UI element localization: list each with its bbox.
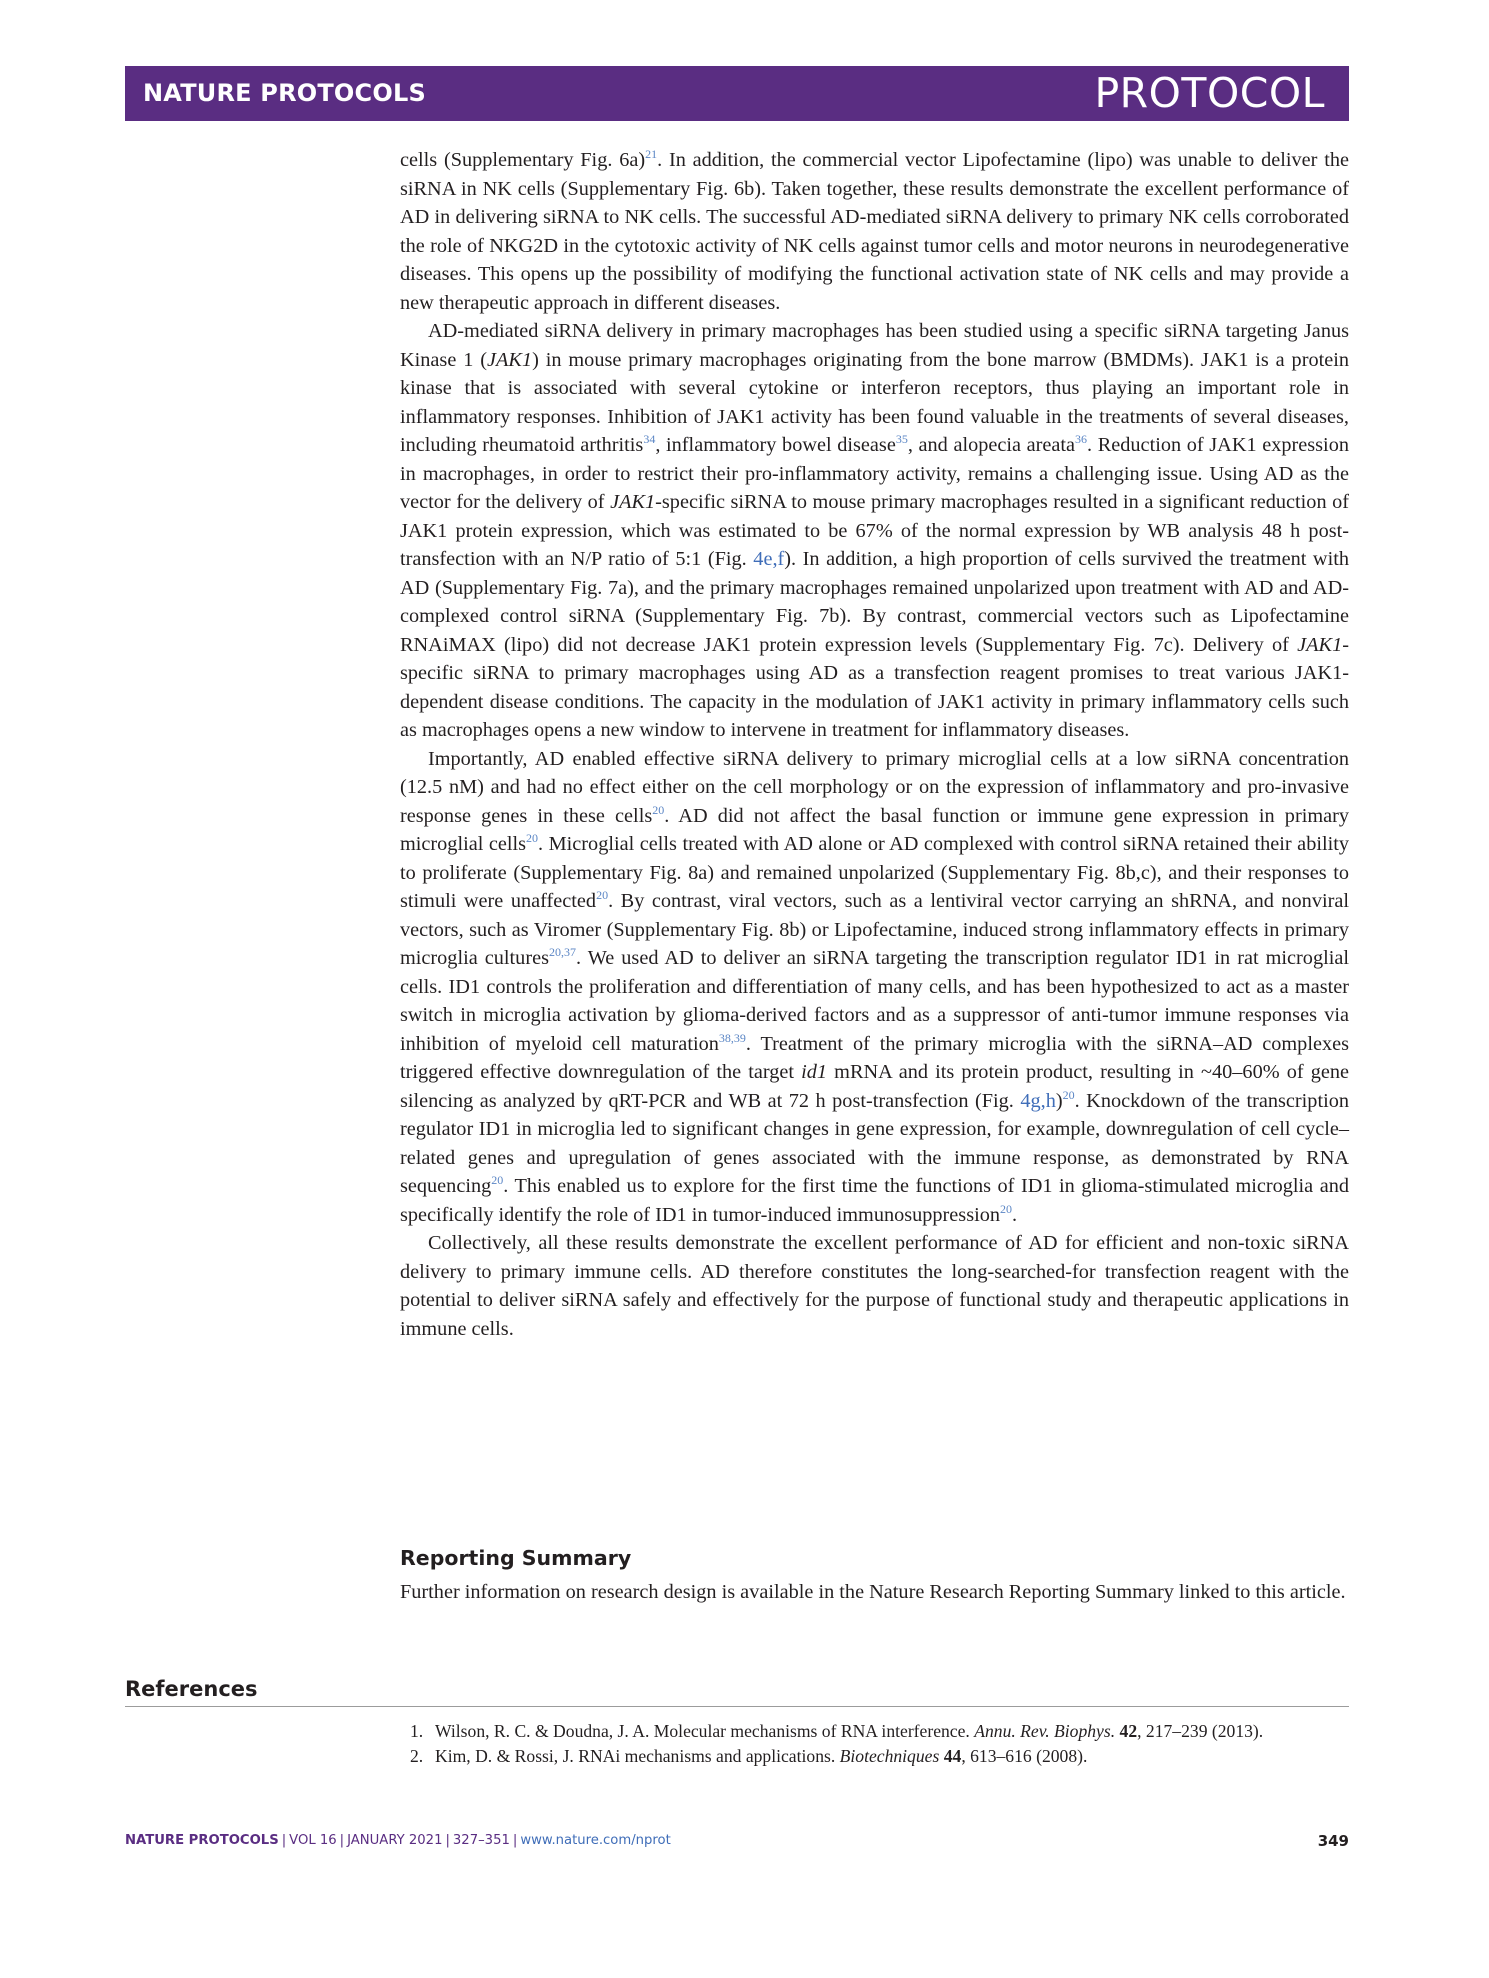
reference-authors: Wilson, R. C. & Doudna, J. A. Molecular mechanisms of RNA interference.	[435, 1721, 975, 1741]
footer-url-link[interactable]: www.nature.com/nprot	[520, 1833, 671, 1848]
text-run: . In addition, the commercial vector Lipofectamine (lipo) was unable to deliver the siRNA in NK cells (Supplementary Fig. 6b). Taken together, these results demonstrate the excellent performance of AD in delivering siRNA to NK cells. The successful AD-mediated siRNA delivery to primary NK cells corroborated the role of NKG2D in the cytotoxic activity of NK cells against tumor cells and motor neurons in neurodegenerative diseases. This opens up the possibility of modifying the functional activation state of NK cells and may provide a new therapeutic approach in different diseases.	[400, 149, 1349, 314]
text-run: . Microglial cells treated with AD alone or AD complexed with control siRNA retained their ability to proliferate (Supplementary Fig. 8a) and remained unpolarized (Supplementary Fig. 8b,c), and their responses to stimuli were unaffected	[400, 833, 1350, 912]
journal-banner	[125, 66, 1349, 121]
text-run: AD-mediated siRNA delivery in primary macrophages has been studied using a specific siRNA targeting Janus Kinase 1 (	[400, 320, 1349, 371]
paragraph-macrophages	[400, 317, 1349, 745]
main-text	[400, 146, 1349, 1343]
citation[interactable]: 20	[652, 802, 665, 817]
footer-journal: NATURE PROTOCOLS	[125, 1833, 279, 1848]
text-run: ) in mouse primary macrophages originating from the bone marrow (BMDMs). JAK1 is a protein kinase that is associated with several cytokine or interferon receptors, thus playing an important role in inflammatory responses. Inhibition of JAK1 activity has been found valuable in the treatments of several diseases, including rheumatoid arthritis	[400, 348, 1349, 456]
citation[interactable]: 20,37	[548, 945, 576, 960]
footer-separator: |	[281, 1833, 287, 1848]
citation[interactable]: 38,39	[718, 1030, 746, 1045]
figure-link[interactable]: 4g,h	[1020, 1089, 1056, 1112]
figure-link[interactable]: 4e,f	[753, 548, 785, 570]
text-run: . Reduction of JAK1 expression in macrophages, in order to restrict their pro-inflammatory activity, remains a challenging issue. Using AD as the vector for the delivery of	[400, 434, 1349, 513]
footer-volume: VOL 16	[289, 1833, 337, 1848]
citation[interactable]: 35	[895, 432, 908, 447]
reference-pages: , 217–239 (2013).	[1137, 1721, 1264, 1741]
gene-name: JAK1	[487, 348, 533, 371]
citation[interactable]: 34	[643, 432, 656, 447]
citation[interactable]: 20	[526, 831, 539, 846]
text-run: -specific siRNA to mouse primary macrophages resulted in a significant reduction of JAK1 protein expression, which was estimated to be 67% of the normal expression by WB analysis 48 h post-transfection with an N/P ratio of 5:1 (Fig.	[400, 491, 1350, 570]
text-run: . We used AD to deliver an siRNA targeting the transcription regulator ID1 in rat microglial cells. ID1 controls the proliferation and differentiation of many cells, and has been hypothesized to act as a master switch in microglia activation by glioma-derived factors and as a suppressor of anti-tumor immune responses via inhibition of myeloid cell maturation	[400, 947, 1349, 1055]
gene-name: id1	[801, 1061, 828, 1083]
paragraph-nk-cells	[400, 146, 1349, 317]
text-run: . AD did not affect the basal function or immune gene expression in primary microglial cells	[400, 804, 1350, 855]
gene-name: JAK1	[1297, 633, 1343, 656]
article-type: PROTOCOL	[1094, 69, 1325, 117]
references-divider	[125, 1706, 1349, 1707]
text-run: .	[1012, 1203, 1018, 1226]
reference-volume: 42	[1119, 1721, 1138, 1741]
citation[interactable]: 21	[645, 147, 658, 162]
reference-number: 1.	[410, 1721, 424, 1741]
footer-separator: |	[512, 1833, 518, 1848]
reference-item	[410, 1745, 1349, 1768]
reference-journal: Annu. Rev. Biophys.	[974, 1721, 1116, 1741]
text-run: )	[1055, 1089, 1063, 1112]
text-run: . Knockdown of the transcription regulator ID1 in microglia led to significant changes in gene expression, for example, downregulation of cell cycle–related genes and upregulation of genes associated with the immune response, as demonstrated by RNA sequencing	[400, 1089, 1349, 1197]
citation[interactable]: 20	[1000, 1201, 1013, 1216]
text-run: ). In addition, a high proportion of cells survived the treatment with AD (Supplementary Fig. 7a), and the primary macrophages remained unpolarized upon treatment with AD and AD-complexed control siRNA (Supplementary Fig. 7b). By contrast, commercial vectors such as Lipofectamine RNAiMAX (lipo) did not decrease JAK1 protein expression levels (Supplementary Fig. 7c). Delivery of	[400, 548, 1349, 656]
text-run: cells (Supplementary Fig. 6a)	[400, 149, 646, 171]
citation[interactable]: 20	[596, 888, 609, 903]
reference-list	[410, 1720, 1349, 1770]
citation[interactable]: 36	[1075, 432, 1088, 447]
text-run: -specific siRNA to primary macrophages using AD as a transfection reagent promises to treat various JAK1-dependent disease conditions. The capacity in the modulation of JAK1 activity in primary inflammatory cells such as macrophages opens a new window to intervene in treatment for inflammatory diseases.	[400, 633, 1349, 741]
journal-name: NATURE PROTOCOLS	[143, 79, 426, 107]
footer-date: JANUARY 2021	[347, 1833, 443, 1848]
references-heading: References	[125, 1677, 258, 1701]
text-run: Importantly, AD enabled effective siRNA delivery to primary microglial cells at a low siRNA concentration (12.5 nM) and had no effect either on the cell morphology or on the expression of inflammatory and pro-invasive response genes in these cells	[400, 747, 1349, 827]
text-run: . By contrast, viral vectors, such as a lentiviral vector carrying an shRNA, and nonviral vectors, such as Viromer (Supplementary Fig. 8b) or Lipofectamine, induced strong inflammatory effects in primary microglia cultures	[400, 890, 1349, 969]
footer-separator: |	[445, 1833, 450, 1848]
text-run: , and alopecia areata	[907, 434, 1076, 456]
text-run: mRNA and its protein product, resulting in ~40–60% of gene silencing as analyzed by qRT-PCR and WB at 72 h post-transfection (Fig.	[400, 1061, 1349, 1112]
reporting-summary-text: Further information on research design is available in the Nature Research Reporting Summary linked to this article.	[400, 1581, 1346, 1603]
text-run: . This enabled us to explore for the first time the functions of ID1 in glioma-stimulated microglia and specifically identify the role of ID1 in tumor-induced immunosuppression	[400, 1175, 1349, 1226]
paragraph-microglia	[400, 745, 1349, 1230]
citation[interactable]: 20	[1062, 1087, 1075, 1102]
reference-item	[410, 1720, 1349, 1743]
citation[interactable]: 20	[491, 1173, 504, 1188]
reference-authors: Kim, D. & Rossi, J. RNAi mechanisms and applications.	[435, 1746, 840, 1766]
paragraph-conclusion: Collectively, all these results demonstrate the excellent performance of AD for efficient and non-toxic siRNA delivery to primary immune cells. AD therefore constitutes the long-searched-for transfection reagent with the potential to deliver siRNA safely and effectively for the purpose of functional study and therapeutic applications in immune cells.	[400, 1232, 1349, 1340]
text-run: . Treatment of the primary microglia with the siRNA–AD complexes triggered effective downregulation of the target	[400, 1032, 1349, 1083]
footer-separator: |	[339, 1833, 345, 1848]
footer-page-range: 327–351	[452, 1833, 510, 1848]
reference-pages: , 613–616 (2008).	[961, 1746, 1088, 1766]
reference-journal: Biotechniques	[839, 1746, 940, 1766]
reference-number: 2.	[410, 1746, 424, 1766]
gene-name: JAK1	[610, 491, 656, 513]
text-run: , inflammatory bowel disease	[655, 434, 896, 456]
reference-volume: 44	[943, 1746, 962, 1766]
reporting-summary-heading: Reporting Summary	[400, 1546, 632, 1570]
page-footer	[125, 1833, 1349, 1857]
page-number: 349	[1317, 1832, 1349, 1850]
